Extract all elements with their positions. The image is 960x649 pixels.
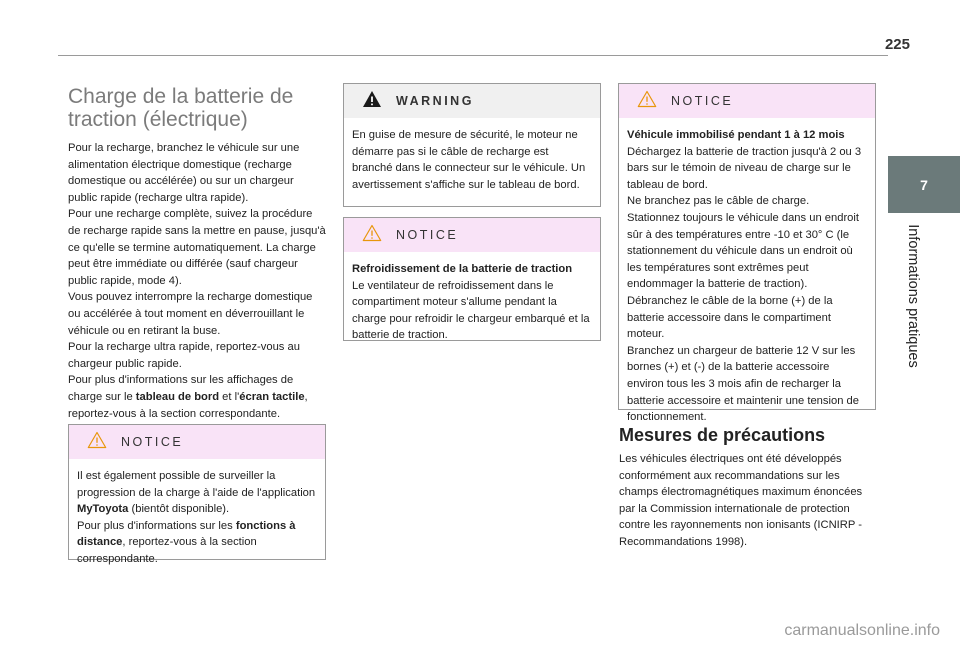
section-title-line1: Charge de la batterie de — [68, 85, 294, 108]
warning-triangle-outline-icon — [362, 224, 382, 247]
warning-triangle-outline-icon — [87, 431, 107, 454]
warning-body — [344, 118, 600, 201]
touchscreen-term: écran tactile — [239, 390, 305, 403]
chapter-label-wrap — [888, 213, 921, 383]
warning-text: En guise de mesure de sécurité, le moteur ne démarre pas si le câble de recharge est branché dans le connecteur sur le véhicule. Un avertissement s'affiche sur le tableau de bord. — [352, 129, 586, 191]
section-title — [68, 85, 326, 131]
warning-triangle-filled-icon — [362, 90, 382, 113]
notice-body — [619, 118, 875, 434]
app-name: MyToyota — [77, 503, 129, 516]
notice-text: Branchez un chargeur de batterie 12 V sur les bornes (+) et (-) de la batterie accessoire environ tous les 3 mois afin de recharger la batterie accessoire et maintenir une tension de fonctionnement. — [627, 344, 859, 424]
chapter-number: 7 — [920, 176, 928, 193]
notice-label: NOTICE — [121, 435, 184, 449]
precautions-section — [619, 451, 881, 551]
notice-body — [69, 459, 325, 576]
paragraph: Pour la recharge, branchez le véhicule sur une alimentation électrique domestique (recharge domestique ou accélérée) ou sur un chargeur public rapide (recharge ultra rapide). — [68, 142, 300, 204]
notice-text: Débranchez le câble de la borne (+) de la batterie accessoire dans le compartiment moteur. — [627, 294, 833, 341]
header-divider — [58, 55, 888, 56]
warning-header — [344, 84, 600, 118]
notice-box-battery-cooling — [343, 217, 601, 341]
notice-box-immobilized — [618, 83, 876, 424]
precautions-title: Mesures de précautions — [619, 425, 826, 445]
notice-header — [344, 218, 600, 252]
paragraph: Vous pouvez interrompre la recharge domestique ou accélérée à tout moment en déverrouillant le véhicule ou en retirant la buse. — [68, 291, 313, 337]
notice-text: Déchargez la batterie de traction jusqu'à 2 ou 3 bars sur le témoin de niveau de charge sur le tableau de bord. — [627, 145, 862, 191]
dashboard-term: tableau de bord — [135, 390, 220, 403]
notice-text: Pour plus d'informations sur les fonctions à distance, reportez-vous à la section correspondante. — [77, 519, 296, 565]
paragraph: Pour la recharge ultra rapide, reportez-vous au chargeur public rapide. — [68, 341, 300, 370]
warning-label: WARNING — [396, 94, 474, 108]
notice-heading: Refroidissement de la batterie de traction — [352, 263, 573, 275]
warning-box — [343, 83, 601, 207]
warning-triangle-outline-icon — [637, 90, 657, 113]
notice-text: Stationnez toujours le véhicule dans un endroit sûr à des températures entre -10 et 30° C (le stationnement du véhicule dans un endroit où les températures sont extrêmes peut endommager la batterie de traction). — [627, 211, 859, 291]
notice-header — [619, 84, 875, 118]
notice-body — [344, 252, 600, 352]
info-paragraph: Pour plus d'informations sur les affichages de charge sur le tableau de bord et l'écran tactile, reportez-vous à la section correspondante. — [68, 374, 308, 420]
chapter-tab[interactable] — [888, 156, 960, 213]
watermark: carmanualsonline.info — [784, 622, 940, 639]
notice-text: Ne branchez pas le câble de charge. — [627, 195, 810, 208]
notice-label: NOTICE — [396, 228, 459, 242]
paragraph: Pour une recharge complète, suivez la procédure de recharge rapide sans la mettre en pause, jusqu'à ce qu'elle se termine automatiquement. La charge peut être immédiate ou différée (sauf chargeur public rapide, mode 4). — [68, 208, 326, 287]
column-left — [68, 85, 326, 422]
remote-functions-term: fonctions à distance — [77, 519, 296, 549]
notice-text: Il est également possible de surveiller la progression de la charge à l'aide de l'application MyToyota (bientôt disponible). — [77, 470, 316, 516]
notice-heading: Véhicule immobilisé pendant 1 à 12 mois — [627, 129, 845, 141]
precautions-text: Les véhicules électriques ont été développés conformément aux recommandations sur les champs électromagnétiques maximum énoncées par la Commission internationale de protection contre les rayonnements non ionisants (ICNIRP - Recommandations 1998). — [619, 453, 863, 548]
notice-header — [69, 425, 325, 459]
notice-text: Le ventilateur de refroidissement dans le compartiment moteur s'allume pendant la charge pour refroidir le chargeur embarqué et la batterie de traction. — [352, 279, 590, 342]
page-number: 225 — [884, 36, 910, 53]
notice-label: NOTICE — [671, 94, 734, 108]
chapter-label: Informations pratiques — [905, 224, 921, 368]
notice-box-charge-progress — [68, 424, 326, 565]
section-title-line2: traction (électrique) — [68, 108, 248, 131]
